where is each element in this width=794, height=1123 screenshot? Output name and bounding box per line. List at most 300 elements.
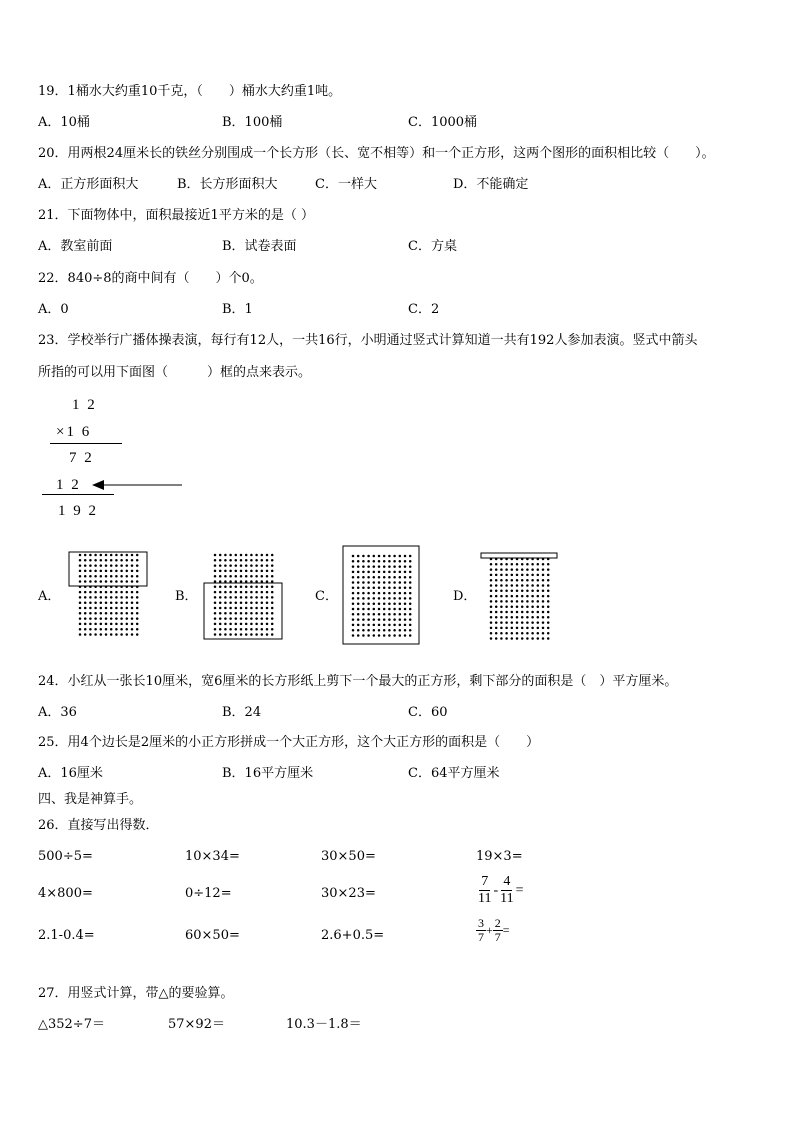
dot (409, 571, 412, 574)
dot (352, 618, 355, 621)
dot (399, 602, 402, 605)
dot (229, 554, 232, 557)
dot (404, 555, 407, 558)
dot (521, 600, 524, 603)
dot (255, 607, 258, 610)
dot (224, 591, 227, 594)
dot (120, 570, 123, 573)
dot (383, 597, 386, 600)
dot (367, 597, 370, 600)
calc-item: 0÷12= (185, 886, 232, 901)
dot (240, 554, 243, 557)
dot (126, 601, 129, 604)
dot (224, 596, 227, 599)
dot (94, 554, 97, 557)
dot (84, 554, 87, 557)
dot (490, 574, 493, 577)
dot (255, 559, 258, 562)
dot (224, 617, 227, 620)
dot (378, 565, 381, 568)
dot (362, 576, 365, 579)
dot (383, 555, 386, 558)
dot (115, 633, 118, 636)
dot (250, 580, 253, 583)
dot (224, 554, 227, 557)
dot (214, 633, 217, 636)
dot (490, 563, 493, 566)
q23-option-d[interactable]: D． (453, 589, 477, 604)
q19-option-a[interactable]: A．10桶 (38, 115, 90, 130)
dot (357, 597, 360, 600)
dot (500, 616, 503, 619)
dot (126, 612, 129, 615)
dot (94, 607, 97, 610)
dot (131, 570, 134, 573)
dot (388, 565, 391, 568)
dot (516, 621, 519, 624)
fraction-subtraction (476, 874, 524, 907)
selection-frame (481, 553, 557, 558)
dot (495, 563, 498, 566)
dot (531, 584, 534, 587)
dot (537, 579, 540, 582)
dot (271, 575, 274, 578)
dot (388, 618, 391, 621)
dot (547, 563, 550, 566)
dot (271, 554, 274, 557)
dot (89, 596, 92, 599)
dot (219, 607, 222, 610)
dot (214, 596, 217, 599)
calc-item: 30×23= (321, 886, 376, 901)
dot (516, 605, 519, 608)
dot (388, 624, 391, 627)
vertical-calc-line2 (42, 494, 114, 495)
dot (110, 580, 113, 583)
dot (240, 559, 243, 562)
dot (352, 565, 355, 568)
dot (537, 621, 540, 624)
dot (505, 595, 508, 598)
dot (245, 580, 248, 583)
dot (490, 611, 493, 614)
q25-option-a[interactable]: A．16厘米 (38, 766, 103, 781)
dot (352, 587, 355, 590)
q20-option-b[interactable]: B．长方形面积大 (177, 177, 278, 192)
vertical-calc-row1: 1 2 (72, 397, 97, 413)
dot (399, 587, 402, 590)
dot (126, 633, 129, 636)
dot (383, 592, 386, 595)
q19-option-b[interactable]: B．100桶 (222, 115, 283, 130)
dot (367, 624, 370, 627)
dot (229, 596, 232, 599)
dot (214, 564, 217, 567)
dot (399, 618, 402, 621)
dot (378, 587, 381, 590)
dot (84, 623, 87, 626)
dot (404, 602, 407, 605)
dot (357, 634, 360, 637)
dot (367, 602, 370, 605)
q25-option-b[interactable]: B．16平方厘米 (222, 766, 314, 781)
dot (120, 580, 123, 583)
dot (261, 607, 264, 610)
dot (235, 575, 238, 578)
dot (250, 607, 253, 610)
q21-option-c[interactable]: C．方桌 (408, 239, 457, 254)
dot (89, 591, 92, 594)
dot (526, 611, 529, 614)
dot (373, 560, 376, 563)
dot (110, 596, 113, 599)
dot (229, 580, 232, 583)
dot (357, 608, 360, 611)
dot (490, 579, 493, 582)
dot (542, 611, 545, 614)
dot (526, 632, 529, 635)
dot (224, 580, 227, 583)
dot (367, 618, 370, 621)
dot (521, 590, 524, 593)
dot (105, 596, 108, 599)
q20-option-c[interactable]: C．一样大 (315, 177, 377, 192)
dot (105, 580, 108, 583)
selection-frame (343, 546, 419, 644)
dot (357, 565, 360, 568)
dot (219, 591, 222, 594)
q24-option-c[interactable]: C．60 (408, 705, 448, 720)
dot (214, 580, 217, 583)
dot (505, 605, 508, 608)
dot (393, 613, 396, 616)
dot-array-figure-b[interactable] (203, 549, 285, 643)
dot (89, 570, 92, 573)
dot (490, 632, 493, 635)
dot (89, 607, 92, 610)
dot (219, 601, 222, 604)
q21-option-a[interactable]: A．教室前面 (38, 239, 113, 254)
dot (271, 617, 274, 620)
dot (521, 579, 524, 582)
dot (266, 586, 269, 589)
dot (266, 554, 269, 557)
dot (229, 607, 232, 610)
dot (219, 617, 222, 620)
dot (120, 628, 123, 631)
dot (235, 617, 238, 620)
dot (495, 632, 498, 635)
dot (352, 581, 355, 584)
dot (261, 554, 264, 557)
dot (271, 564, 274, 567)
dot (367, 613, 370, 616)
dot (214, 617, 217, 620)
dot (84, 607, 87, 610)
dot (393, 634, 396, 637)
dot (490, 605, 493, 608)
dot (136, 628, 139, 631)
fraction-numerator: 7 (481, 874, 489, 889)
q20-option-a[interactable]: A．正方形面积大 (38, 177, 139, 192)
dot (399, 613, 402, 616)
dot (393, 597, 396, 600)
dot (266, 612, 269, 615)
dot (266, 617, 269, 620)
dot (362, 565, 365, 568)
dot (383, 565, 386, 568)
dot (266, 575, 269, 578)
fraction-numerator: 4 (503, 874, 511, 889)
dot (409, 597, 412, 600)
q24-option-a[interactable]: A．36 (38, 705, 77, 720)
dot (542, 632, 545, 635)
dot (271, 628, 274, 631)
dot (500, 637, 503, 640)
q23-stem-line1: 23．学校举行广播体操表演，每行有12人，一共16行，小明通过竖式计算知道一共有192人参加表演。竖式中箭头 (38, 333, 698, 348)
q24-option-b[interactable]: B．24 (222, 705, 262, 720)
dot (373, 592, 376, 595)
dot (229, 628, 232, 631)
dot (229, 559, 232, 562)
dot (542, 616, 545, 619)
dot (378, 571, 381, 574)
dot (266, 591, 269, 594)
dot (94, 570, 97, 573)
dot (94, 601, 97, 604)
dot (271, 586, 274, 589)
dot (235, 628, 238, 631)
dot (511, 611, 514, 614)
dot (505, 568, 508, 571)
dot-array-figure-a[interactable] (68, 549, 150, 643)
dot (100, 564, 103, 567)
dot (521, 595, 524, 598)
dot (521, 563, 524, 566)
dot (120, 559, 123, 562)
dot (393, 624, 396, 627)
dot (352, 624, 355, 627)
dot (537, 568, 540, 571)
dot (393, 555, 396, 558)
dot (245, 601, 248, 604)
dot (404, 634, 407, 637)
dot (521, 621, 524, 624)
dot (126, 554, 129, 557)
q25-option-c[interactable]: C．64平方厘米 (408, 766, 500, 781)
dot (105, 623, 108, 626)
q22-option-b[interactable]: B．1 (222, 302, 253, 317)
dot (404, 608, 407, 611)
dot (378, 608, 381, 611)
dot (490, 600, 493, 603)
dot (250, 559, 253, 562)
dot (409, 581, 412, 584)
dot (250, 570, 253, 573)
dot (393, 587, 396, 590)
dot (131, 607, 134, 610)
dot (388, 587, 391, 590)
q21-option-b[interactable]: B．试卷表面 (222, 239, 297, 254)
dot (404, 592, 407, 595)
dot (255, 617, 258, 620)
dot (511, 563, 514, 566)
q23-option-b[interactable]: B． (175, 589, 198, 604)
dot (120, 601, 123, 604)
dot (250, 575, 253, 578)
dot (110, 633, 113, 636)
dot (229, 591, 232, 594)
dot (362, 618, 365, 621)
dot (388, 555, 391, 558)
dot (521, 605, 524, 608)
dot (383, 560, 386, 563)
dot (409, 629, 412, 632)
dot (409, 618, 412, 621)
dot (261, 628, 264, 631)
dot (500, 579, 503, 582)
dot (393, 629, 396, 632)
dot (136, 612, 139, 615)
dot (542, 579, 545, 582)
dot (126, 559, 129, 562)
dot (219, 570, 222, 573)
dot (495, 568, 498, 571)
dot (110, 575, 113, 578)
dot (362, 624, 365, 627)
dot (224, 607, 227, 610)
calc-item: 4×800= (38, 886, 93, 901)
dot (240, 564, 243, 567)
q23-option-c[interactable]: C． (315, 589, 338, 604)
dot (115, 601, 118, 604)
dot (261, 617, 264, 620)
left-arrow-icon (92, 478, 184, 492)
dot (388, 576, 391, 579)
dot (245, 586, 248, 589)
dot (100, 596, 103, 599)
dot (126, 596, 129, 599)
dot (79, 612, 82, 615)
dot (399, 608, 402, 611)
dot (373, 629, 376, 632)
dot (495, 574, 498, 577)
dot (115, 591, 118, 594)
dot (110, 612, 113, 615)
dot (373, 581, 376, 584)
dot (383, 613, 386, 616)
dot (531, 595, 534, 598)
dot (266, 570, 269, 573)
dot (229, 623, 232, 626)
dot (105, 601, 108, 604)
dot (409, 565, 412, 568)
dot (378, 634, 381, 637)
dot (120, 575, 123, 578)
dot-array-figure-d[interactable] (479, 550, 561, 644)
dot (393, 571, 396, 574)
dot (266, 607, 269, 610)
dot (511, 616, 514, 619)
dot (89, 554, 92, 557)
dot (271, 612, 274, 615)
q21-stem: 21．下面物体中，面积最接近1平方米的是（ ） (38, 208, 314, 223)
dot (100, 559, 103, 562)
dot (131, 575, 134, 578)
dot (547, 611, 550, 614)
dot (245, 575, 248, 578)
dot (404, 618, 407, 621)
dot (105, 570, 108, 573)
dot (388, 592, 391, 595)
dot (261, 586, 264, 589)
q23-option-a[interactable]: A． (38, 589, 61, 604)
dot (245, 628, 248, 631)
dot (367, 555, 370, 558)
dot (367, 629, 370, 632)
dot (235, 591, 238, 594)
dot (511, 600, 514, 603)
dot (240, 617, 243, 620)
dot (521, 616, 524, 619)
dot (219, 596, 222, 599)
dot (352, 613, 355, 616)
dot (261, 591, 264, 594)
dot (404, 560, 407, 563)
q22-option-c[interactable]: C．2 (408, 302, 440, 317)
q20-option-d[interactable]: D．不能确定 (453, 177, 529, 192)
dot (526, 590, 529, 593)
vertical-calc-row2: ×1 6 (56, 424, 92, 440)
dot (100, 612, 103, 615)
dot (115, 607, 118, 610)
dot (357, 587, 360, 590)
dot (404, 571, 407, 574)
dot (526, 621, 529, 624)
dot (352, 571, 355, 574)
dot (526, 595, 529, 598)
dot (126, 580, 129, 583)
dot (362, 608, 365, 611)
dot (245, 596, 248, 599)
dot (388, 602, 391, 605)
q22-option-a[interactable]: A．0 (38, 302, 69, 317)
dot (500, 611, 503, 614)
dot (505, 627, 508, 630)
dot (131, 617, 134, 620)
q19-option-c[interactable]: C．1000桶 (408, 115, 478, 130)
dot (100, 580, 103, 583)
dot (505, 621, 508, 624)
dot (136, 570, 139, 573)
dot (79, 591, 82, 594)
dot (537, 584, 540, 587)
dot (100, 628, 103, 631)
dot (404, 587, 407, 590)
dot (531, 637, 534, 640)
dot (495, 584, 498, 587)
dot (542, 637, 545, 640)
dot (240, 596, 243, 599)
dot (357, 613, 360, 616)
dot (547, 579, 550, 582)
dot (521, 627, 524, 630)
dot-array-figure-c[interactable] (341, 544, 423, 646)
dot (404, 576, 407, 579)
dot (393, 565, 396, 568)
calc-item: 10×34= (185, 849, 240, 864)
dot (352, 576, 355, 579)
